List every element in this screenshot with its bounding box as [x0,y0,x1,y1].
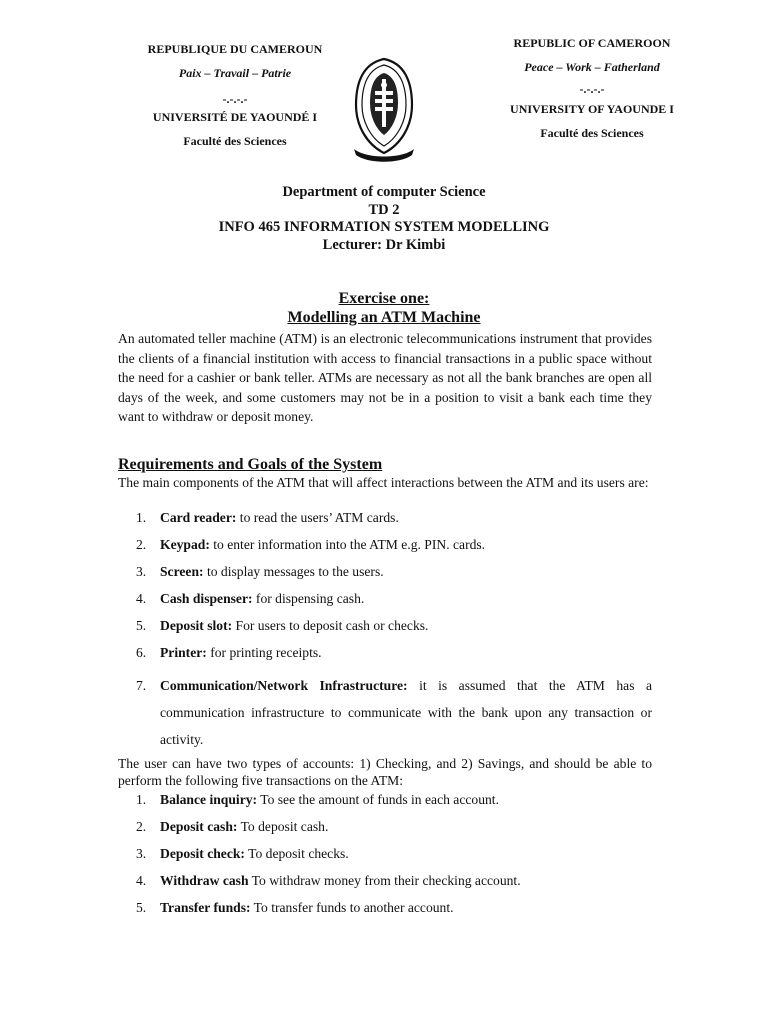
item-term: Cash dispenser: [160,591,253,606]
list-item [136,537,652,564]
item-term: Keypad: [160,537,210,552]
header-left-block [110,42,360,148]
item-number: 4. [136,873,147,888]
item-number: 3. [136,564,147,579]
item-term: Communication/Network Infrastructure: [160,678,408,693]
item-term: Deposit slot: [160,618,233,633]
item-desc: For users to deposit cash or checks. [232,618,429,633]
item-term: Deposit check: [160,846,245,861]
item-desc: To transfer funds to another account. [250,900,454,915]
course-title: INFO 465 INFORMATION SYSTEM MODELLING [218,219,550,235]
item-number: 7. [136,678,147,693]
item-number: 5. [136,618,147,633]
item-desc: to display messages to the users. [203,564,384,579]
item-number: 4. [136,591,147,606]
university-fr: UNIVERSITÉ DE YAOUNDÉ I [152,110,318,124]
accounts-intro: The user can have two types of accounts: 1) Checking, and 2) Savings, and should be able to perform the following five transactions on the ATM: [118,756,652,788]
item-desc: to enter information into the ATM e.g. PIN. cards. [209,537,486,552]
item-desc: To deposit checks. [244,846,349,861]
list-item [136,873,652,900]
list-item [136,645,652,672]
item-desc: to read the users’ ATM cards. [236,510,399,525]
university-en: UNIVERSITY OF YAOUNDE I [510,102,674,116]
components-list [136,510,652,753]
department-name: Department of computer Science [282,184,486,200]
item-desc: To deposit cash. [237,819,329,834]
item-number: 2. [136,819,147,834]
item-term: Printer: [160,645,207,660]
intro-paragraph: An automated teller machine (ATM) is an electronic telecommunications instrument that provides the clients of a financial institution with access to financial transactions in a public space without the need for a cashier or bank teller. ATMs are necessary as not all the bank branches are open all days of the week, and some customers may not be in a position to visit a bank each time they want to withdraw or deposit money. [118,331,652,424]
list-item [136,819,652,846]
university-seal-icon [350,55,418,165]
item-term: Deposit cash: [160,819,238,834]
item-desc: for printing receipts. [206,645,322,660]
transactions-list [136,792,652,927]
list-item [136,618,652,645]
exercise-title: Modelling an ATM Machine [287,309,481,326]
item-number: 2. [136,537,147,552]
divider-fr: -.-.-.- [222,92,248,106]
list-item [136,792,652,819]
motto-fr: Paix – Travail – Patrie [178,66,292,80]
faculty-fr: Faculté des Sciences [183,134,287,148]
list-item [136,564,652,591]
exercise-label: Exercise one: [338,290,430,307]
list-item [136,591,652,618]
item-number: 6. [136,645,147,660]
item-term: Screen: [160,564,204,579]
country-fr: REPUBLIQUE DU CAMEROUN [147,42,323,56]
item-term: Withdraw cash [160,873,249,888]
item-number: 1. [136,792,147,807]
motto-en: Peace – Work – Fatherland [524,60,660,74]
td-number: TD 2 [368,201,400,218]
item-term: Card reader: [160,510,237,525]
item-desc: it is assumed that the ATM has a communication infrastructure to communicate with the bank upon any transaction or activity. [160,678,653,747]
list-item [136,900,652,927]
item-term: Balance inquiry: [160,792,258,807]
requirements-intro: The main components of the ATM that will affect interactions between the ATM and its users are: [118,475,649,490]
item-desc: To see the amount of funds in each account. [257,792,499,807]
list-item [136,846,652,873]
item-number: 1. [136,510,147,525]
header-right-block [472,36,712,140]
lecturer-name: Lecturer: Dr Kimbi [322,236,446,253]
requirements-heading: Requirements and Goals of the System [118,456,383,473]
item-number: 5. [136,900,147,915]
divider-en: -.-.-.- [579,82,605,96]
course-block [0,184,768,254]
item-desc: for dispensing cash. [252,591,365,606]
item-number: 3. [136,846,147,861]
country-en: REPUBLIC OF CAMEROON [513,36,671,50]
item-desc: To withdraw money from their checking account. [248,873,521,888]
list-item [136,510,652,537]
exercise-title-block [0,289,768,327]
item-term: Transfer funds: [160,900,251,915]
list-item [136,672,652,753]
faculty-en: Faculté des Sciences [540,126,644,140]
